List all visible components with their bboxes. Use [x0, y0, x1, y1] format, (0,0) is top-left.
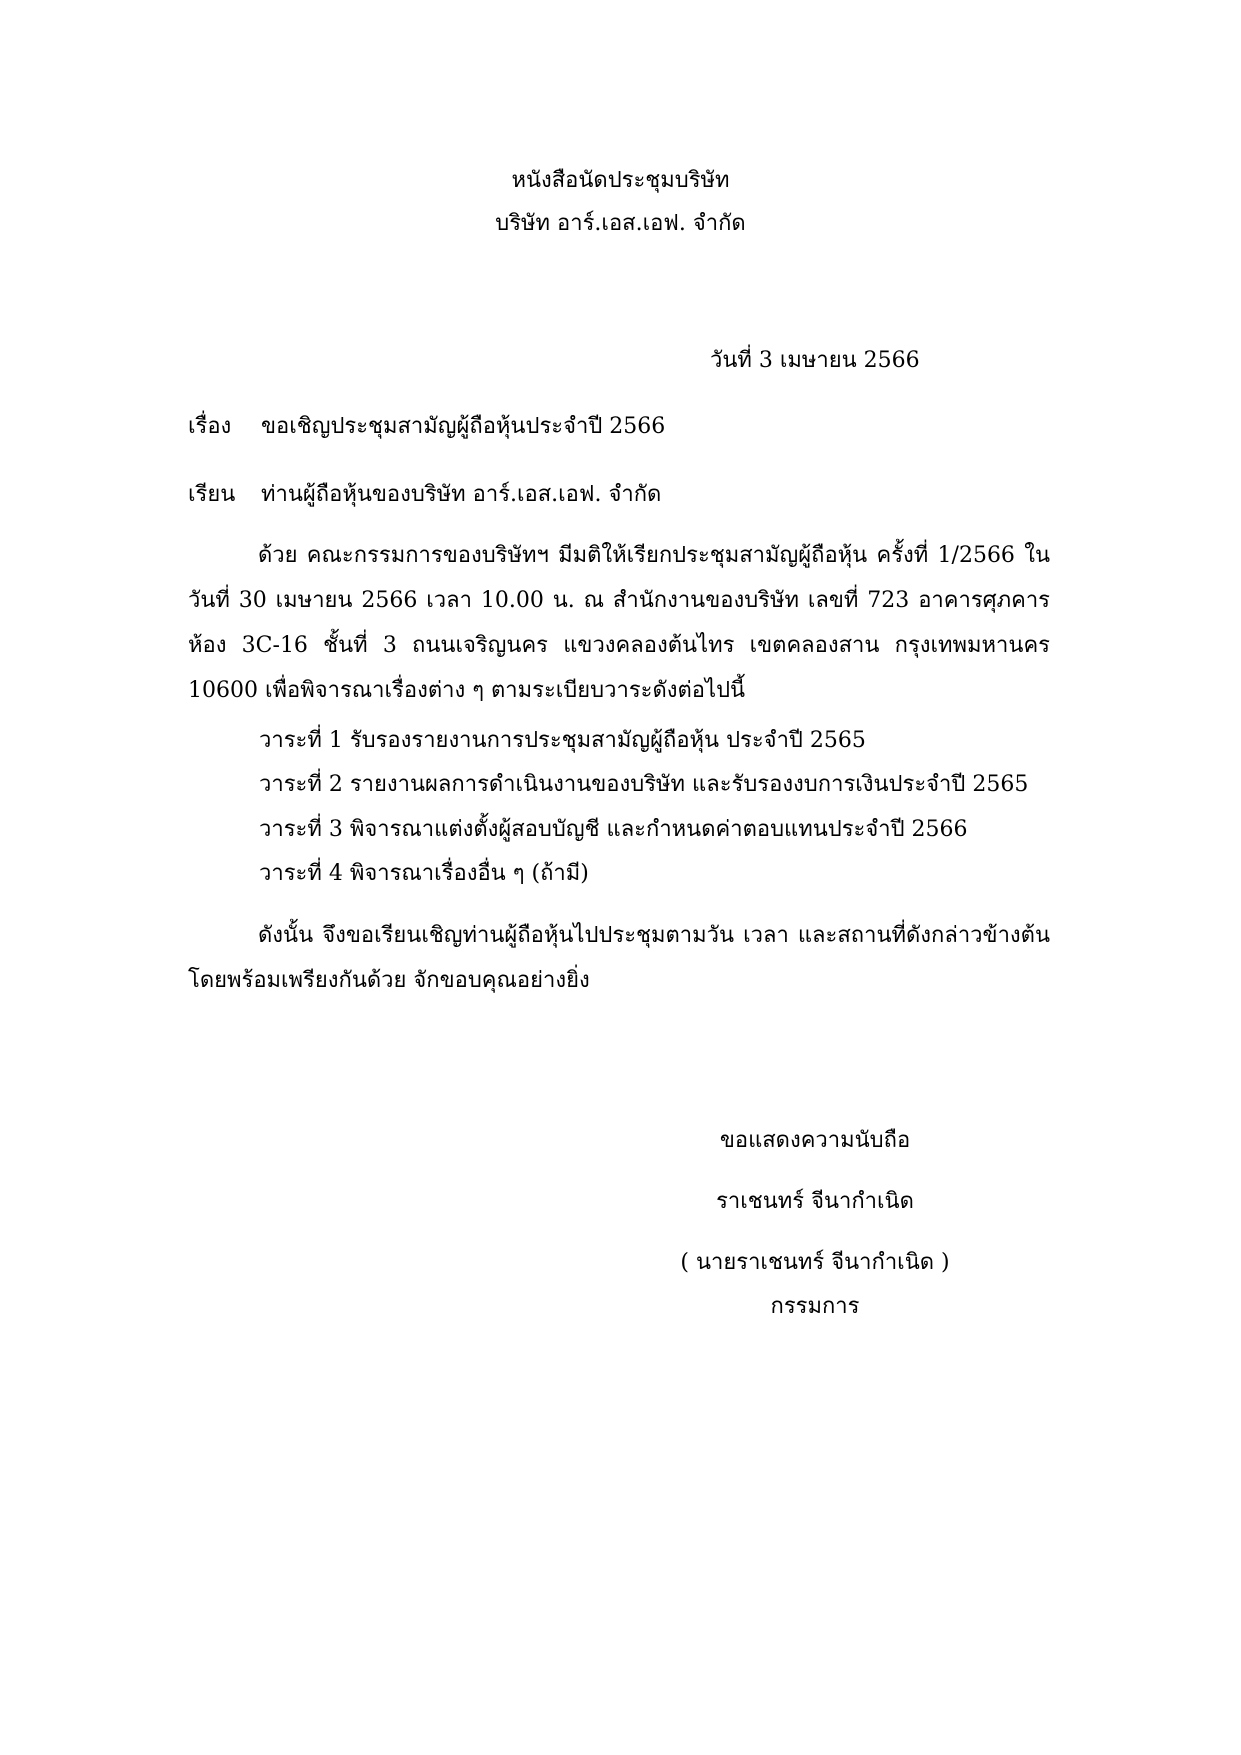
- document-title: หนังสือนัดประชุมบริษัท: [511, 168, 730, 193]
- signature-position: กรรมการ: [770, 1294, 860, 1319]
- signature-closing: ขอแสดงความนับถือ: [719, 1128, 911, 1153]
- agenda-item-3: วาระที่ 3 พิจารณาแต่งตั้งผู้สอบบัญชี และกำหนดค่าตอบแทนประจำปี 2566: [259, 817, 968, 842]
- agenda-item-1: วาระที่ 1 รับรองรายงานการประชุมสามัญผู้ถือหุ้น ประจำปี 2565: [259, 728, 866, 753]
- recipient-text: ท่านผู้ถือหุ้นของบริษัท อาร์.เอส.เอฟ. จำกัด: [261, 482, 662, 507]
- signature-signed-name: ราเชนทร์ จีนากำเนิด: [716, 1189, 914, 1214]
- company-name: บริษัท อาร์.เอส.เอฟ. จำกัด: [495, 211, 746, 236]
- subject-text: ขอเชิญประชุมสามัญผู้ถือหุ้นประจำปี 2566: [261, 414, 666, 439]
- body-paragraph-intro: ด้วย คณะกรรมการของบริษัทฯ มีมติให้เรียกประชุมสามัญผู้ถือหุ้น ครั้งที่ 1/2566 ในวันที่ 30 เมษายน 2566 เวลา 10.00 น. ณ สำนักงานของบริษัท เลขที่ 723 อาคารศุภคาร ห้อง 3C-16 ชั้นที่ 3 ถนนเจริญนคร แขวงคลองต้นไทร เขตคลองสาน กรุงเทพมหานคร 10600 เพื่อพิจารณาเรื่องต่าง ๆ ตามระเบียบวาระดังต่อไปนี้: [188, 543, 1050, 703]
- agenda-item-4: วาระที่ 4 พิจารณาเรื่องอื่น ๆ (ถ้ามี): [259, 861, 589, 886]
- signature-printed-name: ( นายราเชนทร์ จีนากำเนิด ): [680, 1250, 950, 1275]
- agenda-item-2: วาระที่ 2 รายงานผลการดำเนินงานของบริษัท และรับรองงบการเงินประจำปี 2565: [259, 772, 1029, 797]
- body-paragraph-closing: ดังนั้น จึงขอเรียนเชิญท่านผู้ถือหุ้นไปประชุมตามวัน เวลา และสถานที่ดังกล่าวข้างต้นโดยพร้อมเพรียงกันด้วย จักขอบคุณอย่างยิ่ง: [188, 923, 1050, 993]
- subject-label: เรื่อง: [188, 414, 232, 439]
- recipient-label: เรียน: [188, 482, 236, 507]
- document-date: วันที่ 3 เมษายน 2566: [710, 348, 920, 373]
